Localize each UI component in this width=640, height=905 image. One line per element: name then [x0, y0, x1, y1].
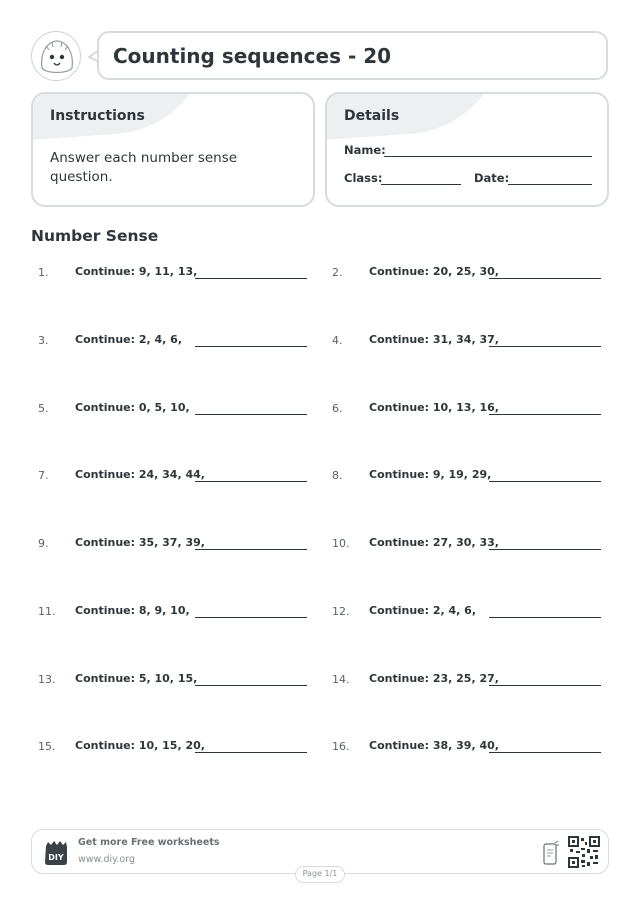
question-number: 9. — [38, 537, 49, 550]
date-field[interactable] — [508, 184, 592, 185]
instructions-text: Answer each number sense question. — [50, 150, 238, 185]
mascot-icon — [31, 31, 81, 81]
answer-line[interactable] — [195, 278, 307, 279]
question-text: Continue: 0, 5, 10, — [75, 401, 190, 414]
question-item — [38, 332, 308, 352]
question-text: Continue: 20, 25, 30, — [369, 265, 499, 278]
question-text: Continue: 2, 4, 6, — [75, 333, 182, 346]
question-text: Continue: 35, 37, 39, — [75, 536, 205, 549]
answer-line[interactable] — [489, 549, 601, 550]
question-item — [332, 264, 602, 284]
diy-logo-icon — [43, 840, 69, 866]
question-number: 8. — [332, 469, 343, 482]
instructions-panel — [31, 92, 315, 207]
qr-code-icon[interactable] — [568, 836, 600, 868]
page-title: Counting sequences - 20 — [113, 44, 392, 68]
question-text: Continue: 31, 34, 37, — [369, 333, 499, 346]
footer-url[interactable]: www.diy.org — [78, 854, 135, 865]
question-text: Continue: 27, 30, 33, — [369, 536, 499, 549]
question-item — [38, 603, 308, 623]
question-item — [38, 467, 308, 487]
details-panel — [325, 92, 609, 207]
question-text: Continue: 38, 39, 40, — [369, 739, 499, 752]
question-number: 4. — [332, 334, 343, 347]
question-number: 15. — [38, 740, 56, 753]
question-item — [332, 603, 602, 623]
question-text: Continue: 8, 9, 10, — [75, 604, 190, 617]
question-number: 7. — [38, 469, 49, 482]
class-label: Class: — [344, 171, 383, 185]
answer-line[interactable] — [489, 752, 601, 753]
question-item — [38, 400, 308, 420]
question-text: Continue: 9, 11, 13, — [75, 265, 198, 278]
answer-line[interactable] — [195, 685, 307, 686]
answer-line[interactable] — [195, 346, 307, 347]
date-label: Date: — [474, 171, 510, 185]
question-text: Continue: 5, 10, 15, — [75, 672, 198, 685]
answer-line[interactable] — [489, 481, 601, 482]
question-item — [332, 535, 602, 555]
question-number: 16. — [332, 740, 350, 753]
question-text: Continue: 10, 13, 16, — [369, 401, 499, 414]
question-number: 12. — [332, 605, 350, 618]
question-number: 13. — [38, 673, 56, 686]
page-indicator: Page 1/1 — [295, 866, 345, 883]
section-title: Number Sense — [31, 227, 159, 245]
question-number: 10. — [332, 537, 350, 550]
answer-line[interactable] — [489, 346, 601, 347]
question-text: Continue: 23, 25, 27, — [369, 672, 499, 685]
name-field[interactable] — [384, 156, 592, 157]
answer-line[interactable] — [195, 617, 307, 618]
question-item — [332, 467, 602, 487]
question-text: Continue: 24, 34, 44, — [75, 468, 205, 481]
class-field[interactable] — [381, 184, 461, 185]
title-box — [97, 31, 608, 80]
question-item — [38, 738, 308, 758]
phone-icon — [542, 840, 560, 866]
question-item — [38, 535, 308, 555]
instructions-heading: Instructions — [50, 108, 145, 124]
question-number: 11. — [38, 605, 56, 618]
question-number: 2. — [332, 266, 343, 279]
name-label: Name: — [344, 143, 386, 157]
question-number: 5. — [38, 402, 49, 415]
question-number: 1. — [38, 266, 49, 279]
answer-line[interactable] — [195, 549, 307, 550]
question-number: 3. — [38, 334, 49, 347]
question-number: 6. — [332, 402, 343, 415]
answer-line[interactable] — [489, 278, 601, 279]
question-item — [332, 738, 602, 758]
details-heading: Details — [344, 108, 400, 124]
question-item — [332, 400, 602, 420]
answer-line[interactable] — [489, 685, 601, 686]
answer-line[interactable] — [489, 414, 601, 415]
answer-line[interactable] — [489, 617, 601, 618]
answer-line[interactable] — [195, 752, 307, 753]
footer-promo[interactable]: Get more Free worksheets — [78, 837, 220, 848]
answer-line[interactable] — [195, 481, 307, 482]
question-item — [332, 332, 602, 352]
question-number: 14. — [332, 673, 350, 686]
logo-text: DIY — [48, 853, 64, 862]
question-text: Continue: 9, 19, 29, — [369, 468, 492, 481]
question-text: Continue: 10, 15, 20, — [75, 739, 205, 752]
question-item — [332, 671, 602, 691]
question-text: Continue: 2, 4, 6, — [369, 604, 476, 617]
answer-line[interactable] — [195, 414, 307, 415]
question-item — [38, 671, 308, 691]
question-item — [38, 264, 308, 284]
